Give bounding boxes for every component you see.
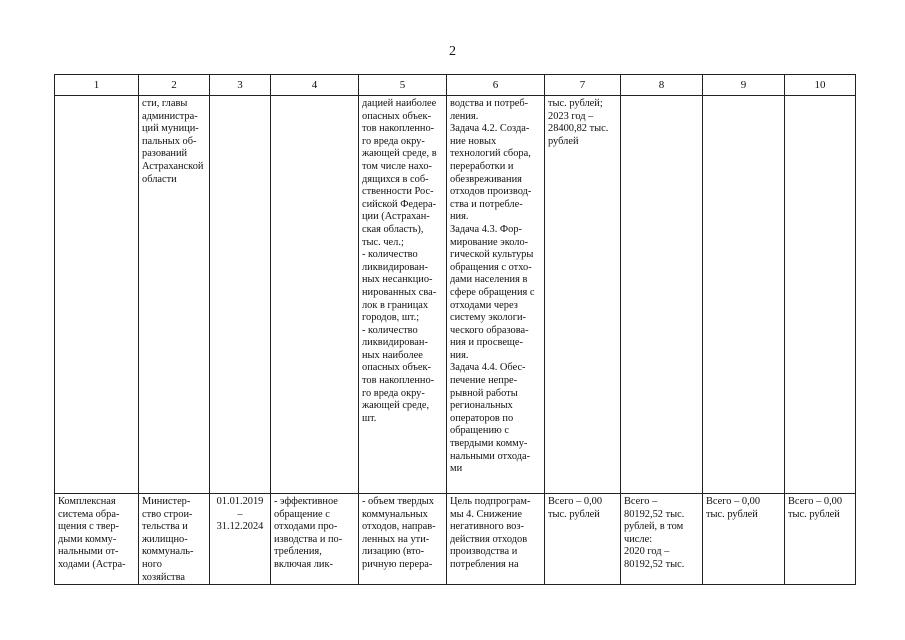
column-header-8: 8 [621, 75, 703, 96]
program-table [54, 74, 856, 585]
page-number: 2 [449, 44, 456, 59]
column-header-1: 1 [55, 75, 139, 96]
column-header-10: 10 [785, 75, 856, 96]
table-cell [703, 96, 785, 494]
column-header-9: 9 [703, 75, 785, 96]
table-cell: Всего – 0,00 тыс. рублей [785, 494, 856, 585]
table-cell [55, 96, 139, 494]
table-cell: водства и потреб- ления. Задача 4.2. Созда- ние новых технологий сбора, переработки и обезвреживания отходов производ- ства и потребле- ния. Задача 4.3. Фор- мирование эколо- гической культуры обращения с отхо- дами населения в сфере обращения с отходами через систему экологи- ческого образова- ния и просвеще- ния. Задача 4.4. Обес- печение непре- рывной работы региональных операторов по обращению с твердыми комму- нальными отхода- ми [447, 96, 545, 494]
column-header-7: 7 [545, 75, 621, 96]
table-cell: Всего – 0,00 тыс. рублей [545, 494, 621, 585]
header-row [55, 75, 856, 96]
table-cell [271, 96, 359, 494]
table-cell: Министер- ство строи- тельства и жилищно- коммуналь- ного хозяйства [139, 494, 210, 585]
column-header-3: 3 [210, 75, 271, 96]
table-row [55, 96, 856, 494]
column-header-4: 4 [271, 75, 359, 96]
table-cell [785, 96, 856, 494]
table-cell: Комплексная система обра- щения с твер- дыми комму- нальными от- ходами (Астра- [55, 494, 139, 585]
column-header-6: 6 [447, 75, 545, 96]
table-cell [621, 96, 703, 494]
column-header-5: 5 [359, 75, 447, 96]
table-cell: Всего – 0,00 тыс. рублей [703, 494, 785, 585]
table-row [55, 494, 856, 585]
table-cell: - объем твердых коммунальных отходов, направ- ленных на ути- лизацию (вто- ричную перера- [359, 494, 447, 585]
table-cell: Всего – 80192,52 тыс. рублей, в том числе: 2020 год – 80192,52 тыс. [621, 494, 703, 585]
table-cell [210, 96, 271, 494]
table-cell: дацией наиболее опасных объек- тов накопленно- го вреда окру- жающей среде, в том числе нахо- дящихся в соб- ственности Рос- сийской Федера- ции (Астрахан- ская область), тыс. чел.; - количество ликвидирован- ных несанкцио- нированных сва- лок в границах городов, шт.; - количество ликвидирован- ных наиболее опасных объек- тов накопленно- го вреда окру- жающей среде, шт. [359, 96, 447, 494]
table-cell: сти, главы администра- ций муници- пальных об- разований Астраханской области [139, 96, 210, 494]
table-cell: тыс. рублей; 2023 год – 28400,82 тыс. рублей [545, 96, 621, 494]
column-header-2: 2 [139, 75, 210, 96]
table-cell: - эффективное обращение с отходами про- изводства и по- требления, включая лик- [271, 494, 359, 585]
table-cell: Цель подпрограм- мы 4. Снижение негативного воз- действия отходов производства и потребления на [447, 494, 545, 585]
table-cell: 01.01.2019 – 31.12.2024 [210, 494, 271, 585]
